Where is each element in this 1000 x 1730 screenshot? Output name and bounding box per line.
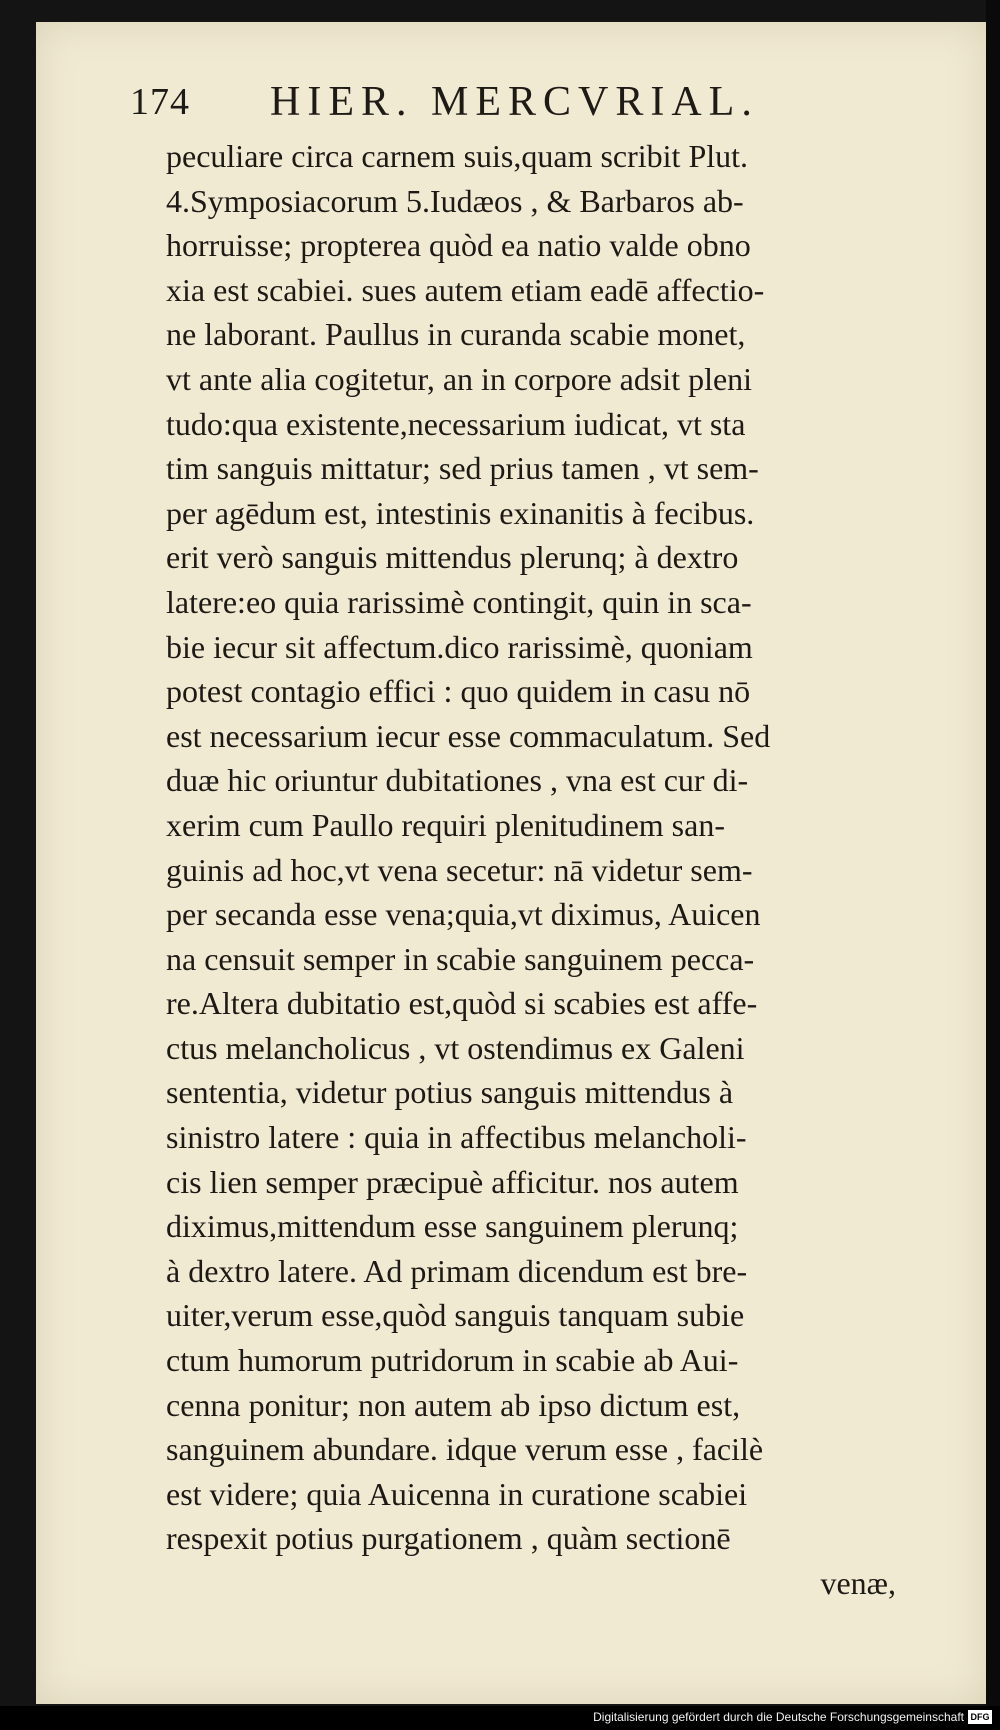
text-line: sententia, videtur potius sanguis mittendus à [166,1074,734,1111]
funding-credit: Digitalisierung gefördert durch die Deutsche Forschungsgemeinschaft [593,1710,964,1724]
text-line: uiter,verum esse,quòd sanguis tanquam subie [166,1297,745,1334]
text-line: guinis ad hoc,vt vena secetur: nā videtur sem- [166,851,753,888]
text-line: ctum humorum putridorum in scabie ab Aui- [166,1342,739,1379]
text-line: respexit potius purgationem , quàm sectionē [166,1520,731,1557]
text-line: erit verò sanguis mittendus plerunq; à dextro [166,539,739,576]
text-line: cis lien semper præcipuè afficitur. nos autem [166,1163,739,1200]
page-header [130,78,870,126]
page-edge-shadow [986,0,1000,1730]
text-line: re.Altera dubitatio est,quòd si scabies est affe- [166,985,758,1022]
running-head: HIER. MERCVRIAL. [270,79,759,125]
text-line: à dextro latere. Ad primam dicendum est bre- [166,1252,748,1289]
text-line: na censuit semper in scabie sanguinem pecca- [166,940,755,977]
text-line: tudo:qua existente,necessarium iudicat, vt sta [166,405,746,442]
text-line: diximus,mittendum esse sanguinem plerunq; [166,1208,739,1245]
dfg-logo-icon: DFG [968,1710,992,1724]
page-number: 174 [130,81,190,123]
text-line: cenna ponitur; non autem ab ipso dictum est, [166,1386,741,1423]
text-line: vt ante alia cogitetur, an in corpore adsit pleni [166,360,753,397]
text-line: duæ hic oriuntur dubitationes , vna est cur di- [166,762,749,799]
text-line: peculiare circa carnem suis,quam scribit Plut. [166,138,749,174]
text-line: potest contagio effici : quo quidem in casu nō [166,673,751,710]
text-line: per secanda esse vena;quia,vt diximus, Auicen [166,896,761,933]
text-line: sinistro latere : quia in affectibus melancholi- [166,1119,747,1156]
text-line: per agēdum est, intestinis exinanitis à fecibus. [166,494,755,531]
text-line: 4.Symposiacorum 5.Iudæos , & Barbaros ab- [166,182,744,219]
text-line: latere:eo quia rarissimè contingit, quin in sca- [166,583,752,620]
catchword: venæ, [820,1565,896,1601]
text-line: ne laborant. Paullus in curanda scabie monet, [166,316,746,353]
digitization-footer [0,1706,1000,1730]
text-line: sanguinem abundare. idque verum esse , facilè [166,1431,764,1468]
text-line: xia est scabiei. sues autem etiam eadē affectio- [166,271,765,308]
text-line: horruisse; propterea quòd ea natio valde obno [166,227,751,264]
text-line: est videre; quia Auicenna in curatione scabiei [166,1475,748,1512]
text-line: bie iecur sit affectum.dico rarissimè, quoniam [166,628,753,665]
text-line: xerim cum Paullo requiri plenitudinem san- [166,806,725,843]
body-text [166,134,906,1606]
text-line: tim sanguis mittatur; sed prius tamen , vt sem- [166,450,759,487]
text-line: est necessarium iecur esse commaculatum. Sed [166,717,771,754]
text-line: ctus melancholicus , vt ostendimus ex Galeni [166,1029,745,1066]
